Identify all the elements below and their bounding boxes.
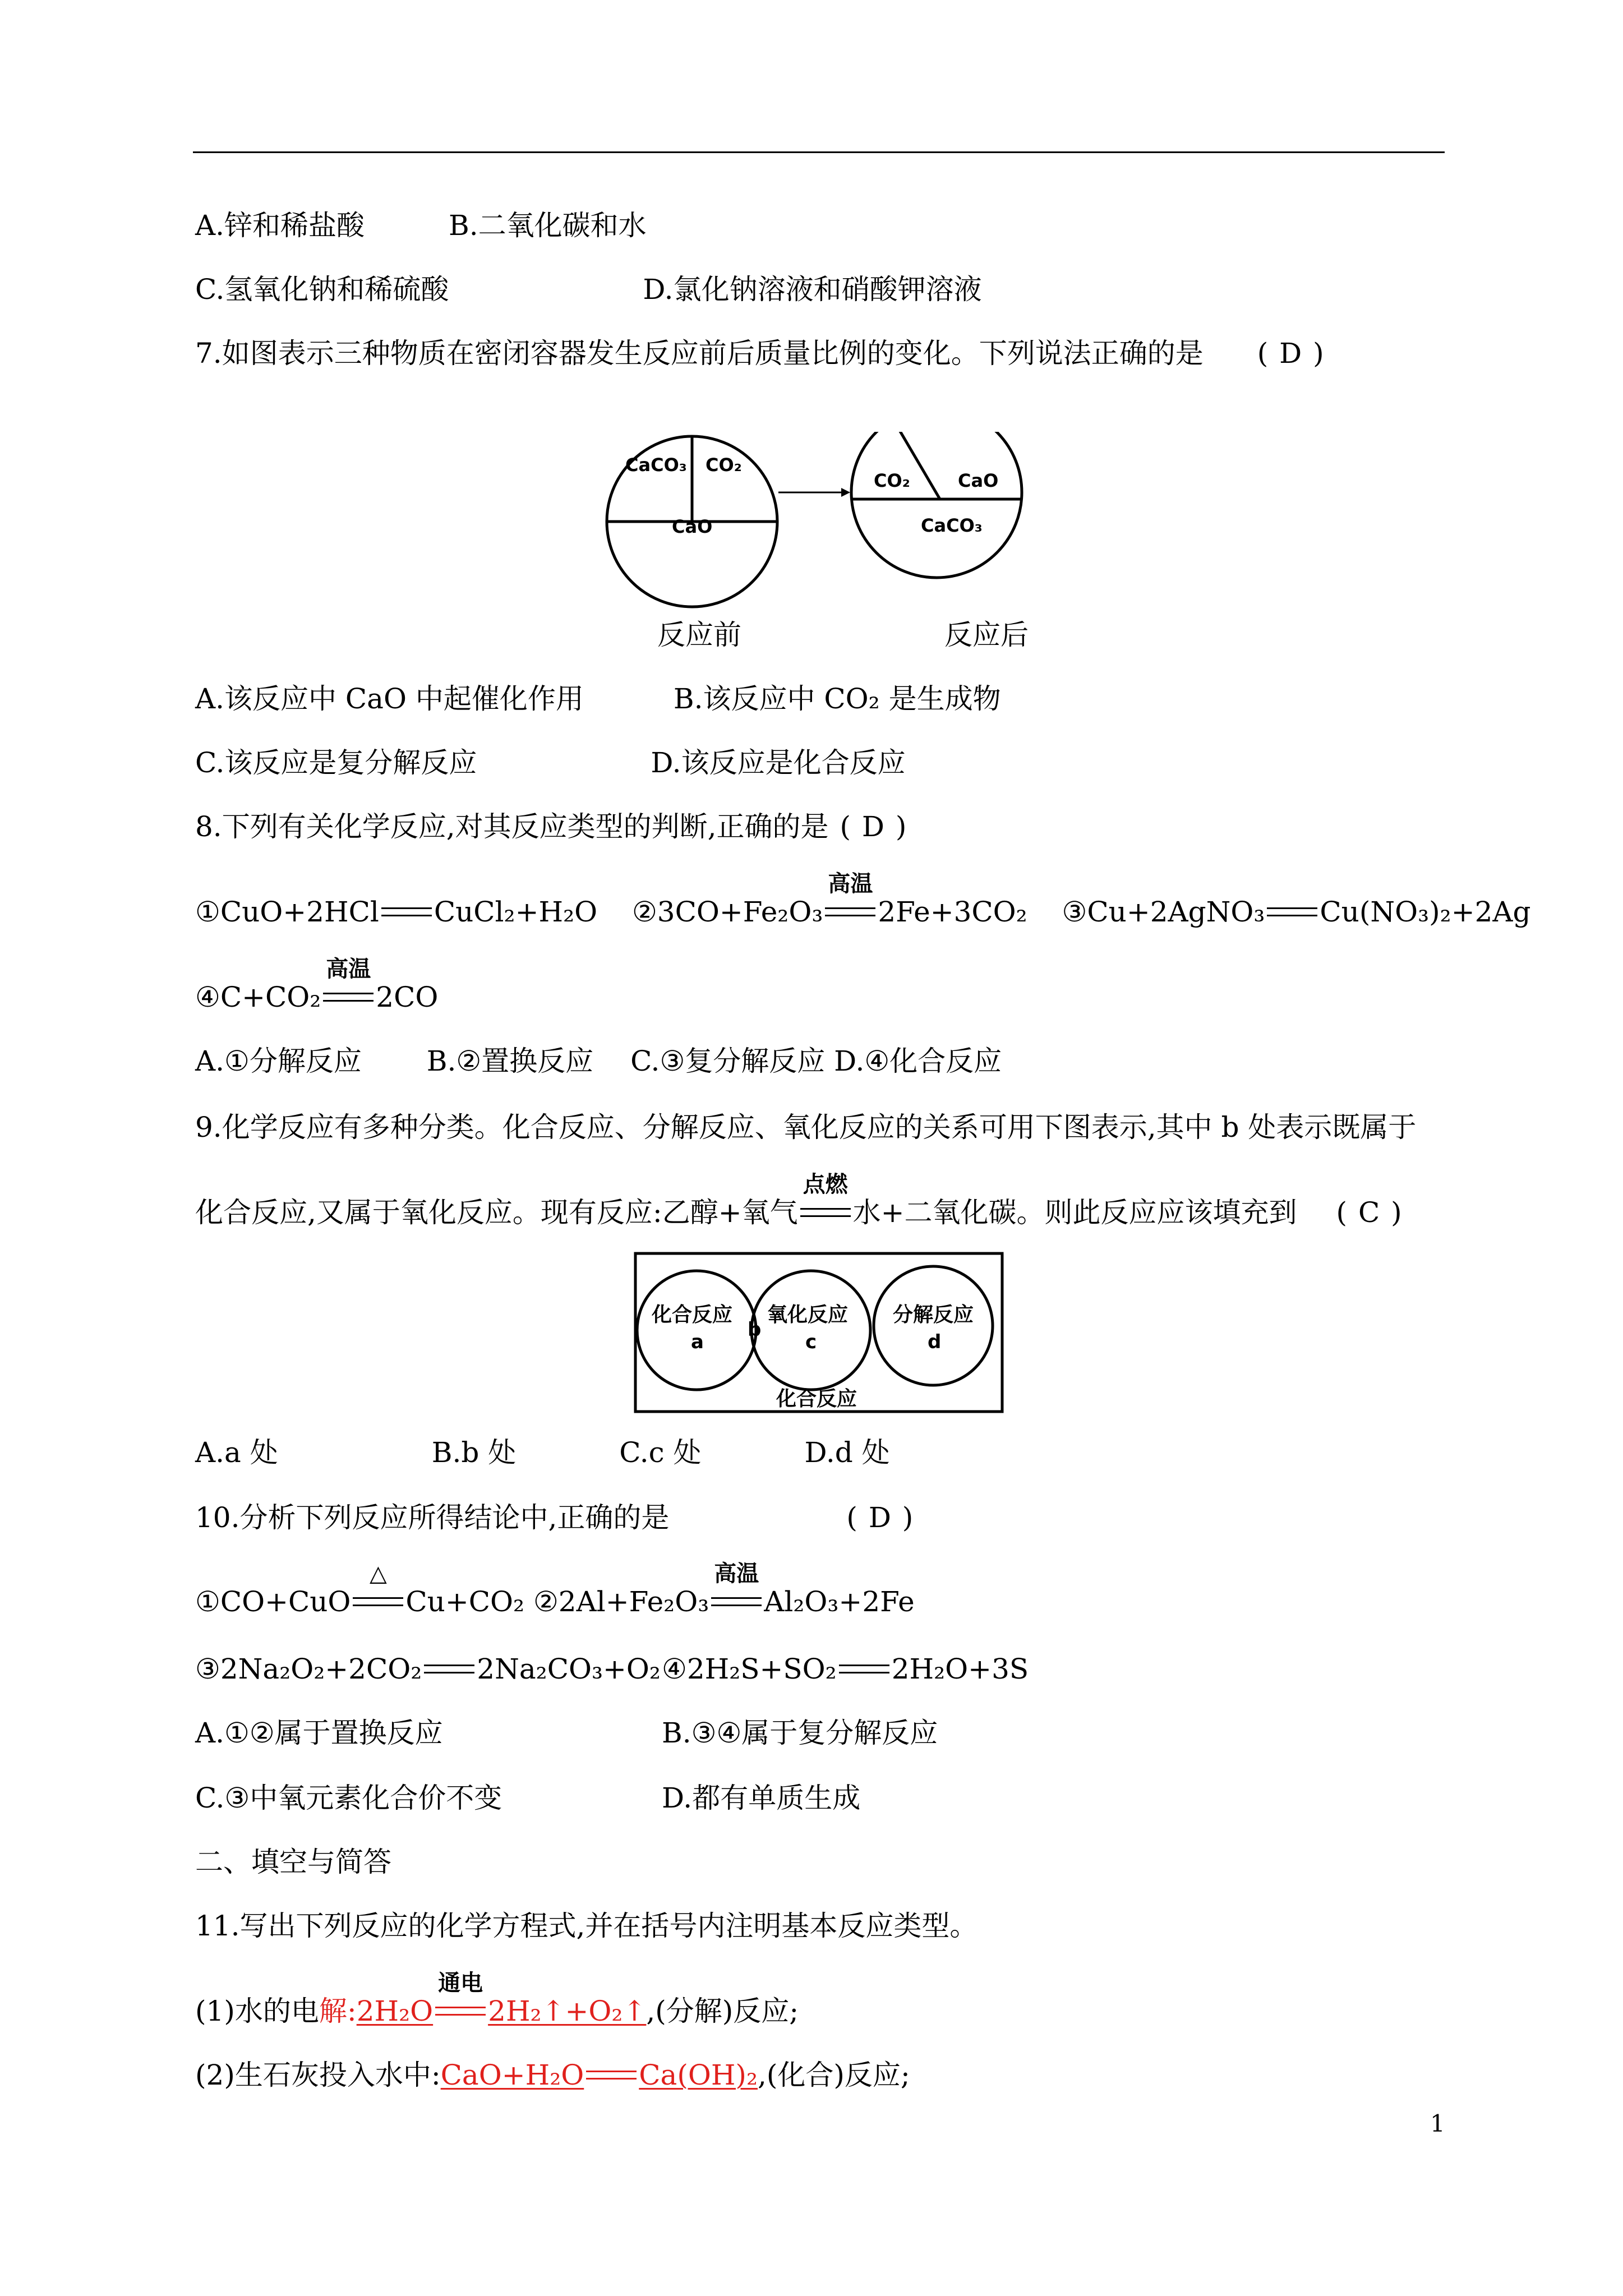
q11-part2 bbox=[195, 2058, 910, 2092]
venn-label-combination: 化合反应 bbox=[652, 1303, 733, 1326]
venn-circle-combination bbox=[637, 1271, 756, 1390]
q9-stem2-part2: 水+二氧化碳。则此反应应该填充到 bbox=[852, 1196, 1297, 1229]
q9-equals: 点燃 bbox=[798, 1196, 853, 1229]
q8-answer: ( D ) bbox=[840, 810, 908, 843]
q8-eq2-right: 2Fe+3CO₂ bbox=[878, 896, 1027, 928]
q10-eq4-right: 2H₂O+3S bbox=[891, 1653, 1029, 1685]
q9-option-d: D.d 处 bbox=[804, 1436, 890, 1469]
q9-option-c: C.c 处 bbox=[619, 1436, 702, 1469]
venn-box-label: 化合反应 bbox=[776, 1387, 857, 1410]
q11-part2-eq-right: Ca(OH)₂ bbox=[639, 2059, 758, 2091]
q10-eq3-left: ③2Na₂O₂+2CO₂ bbox=[195, 1653, 422, 1685]
q7-options-row2 bbox=[195, 746, 906, 780]
q8-eq2-left: ②3CO+Fe₂O₃ bbox=[631, 896, 823, 928]
q8-eq2-equals: 高温 bbox=[823, 895, 878, 929]
q9-options bbox=[195, 1436, 890, 1469]
q10-option-b: B.③④属于复分解反应 bbox=[662, 1717, 938, 1749]
q10-eq4-equals bbox=[837, 1652, 892, 1686]
q10-stem-line bbox=[195, 1501, 914, 1534]
caption-after: 反应后 bbox=[944, 619, 1029, 651]
q7-pie-diagram bbox=[594, 432, 1043, 623]
q11-part1-tail: ,(分解)反应; bbox=[646, 1995, 799, 2027]
pie-after-cao-label: CaO bbox=[958, 470, 999, 491]
q7-answer: ( D ) bbox=[1257, 337, 1325, 370]
venn-label-d: d bbox=[928, 1331, 942, 1353]
q11-part1-prefix: (1)水的电 bbox=[195, 1995, 319, 2027]
pie-before-caco3-label: CaCO₃ bbox=[625, 454, 687, 476]
q10-eq1-right: Cu+CO₂ bbox=[405, 1585, 525, 1618]
q7-stem-line bbox=[195, 336, 1325, 370]
q9-answer: ( C ) bbox=[1336, 1196, 1403, 1229]
pie-before-cao-label: CaO bbox=[672, 516, 713, 537]
pie-after bbox=[851, 432, 1022, 578]
q6-options-row2 bbox=[195, 273, 982, 306]
q8-eq4-equals: 高温 bbox=[321, 980, 376, 1014]
pie-after-caco3-label: CaCO₃ bbox=[921, 515, 983, 536]
q9-option-b: B.b 处 bbox=[431, 1436, 517, 1469]
q9-venn-diagram bbox=[634, 1252, 1009, 1420]
venn-label-c: c bbox=[805, 1331, 817, 1353]
q10-eq4-left: ④2H₂S+SO₂ bbox=[662, 1653, 837, 1685]
q8-options: A.①分解反应 B.②置换反应 C.③复分解反应 D.④化合反应 bbox=[195, 1045, 1002, 1077]
q6-option-a: A.锌和稀盐酸 bbox=[195, 209, 365, 242]
q10-eq1-left: ①CO+CuO bbox=[195, 1585, 351, 1618]
q10-eq3-right: 2Na₂CO₃+O₂ bbox=[477, 1653, 661, 1685]
q8-eq1-left: ①CuO+2HCl bbox=[195, 896, 379, 928]
q9-stem-line1: 9.化学反应有多种分类。化合反应、分解反应、氧化反应的关系可用下图表示,其中 b 处表示既属于 bbox=[195, 1111, 1417, 1144]
pie-before bbox=[607, 436, 777, 607]
q10-eq2-right: Al₂O₃+2Fe bbox=[764, 1585, 915, 1618]
q10-eq3-equals bbox=[422, 1652, 477, 1686]
q8-eq1-equals bbox=[379, 895, 434, 929]
q11-part1-eq-left: 2H₂O bbox=[356, 1995, 434, 2027]
q8-stem: 8.下列有关化学反应,对其反应类型的判断,正确的是 bbox=[195, 810, 829, 843]
q9-stem2-part1: 化合反应,又属于氧化反应。现有反应:乙醇+氧气 bbox=[195, 1196, 798, 1229]
q10-option-a: A.①②属于置换反应 bbox=[195, 1717, 443, 1749]
q10-answer: ( D ) bbox=[846, 1501, 915, 1534]
q8-stem-line bbox=[195, 810, 907, 843]
page-number: 1 bbox=[1430, 2110, 1445, 2137]
q7-options-row1 bbox=[195, 682, 1001, 716]
pie-before-co2-label: CO₂ bbox=[706, 454, 742, 476]
q10-option-c: C.③中氧元素化合价不变 bbox=[195, 1782, 502, 1814]
q8-eq4-left: ④C+CO₂ bbox=[195, 981, 321, 1013]
q10-equation-4 bbox=[662, 1652, 1029, 1686]
q7-option-d: D.该反应是化合反应 bbox=[651, 746, 906, 779]
q6-options-row1 bbox=[195, 209, 647, 242]
q8-eq3-left: ③Cu+2AgNO₃ bbox=[1062, 896, 1265, 928]
q11-part2-eq-left: CaO+H₂O bbox=[440, 2059, 584, 2091]
pie-after-co2-label: CO₂ bbox=[874, 470, 910, 491]
q10-option-d: D.都有单质生成 bbox=[662, 1782, 861, 1814]
q6-option-c: C.氢氧化钠和稀硫酸 bbox=[195, 273, 449, 306]
q7-option-a: A.该反应中 CaO 中起催化作用 bbox=[195, 683, 584, 715]
q10-eq2-left: ②2Al+Fe₂O₃ bbox=[533, 1585, 709, 1618]
q8-eq3-right: Cu(NO₃)₂+2Ag bbox=[1320, 896, 1531, 928]
q11-part2-tail: ,(化合)反应; bbox=[757, 2059, 910, 2091]
venn-circle-oxidation bbox=[751, 1271, 870, 1390]
q11-part1-red-prefix: 解: bbox=[319, 1995, 357, 2027]
q11-part1-equals: 通电 bbox=[433, 1994, 488, 2028]
q10-eq2-equals: 高温 bbox=[709, 1585, 764, 1619]
venn-label-decomposition: 分解反应 bbox=[893, 1303, 974, 1326]
q11-part1 bbox=[195, 1970, 799, 2028]
q8-equations-row2 bbox=[195, 956, 439, 1014]
q11-part2-prefix: (2)生石灰投入水中: bbox=[195, 2059, 441, 2091]
caption-before: 反应前 bbox=[657, 619, 741, 651]
q10-stem: 10.分析下列反应所得结论中,正确的是 bbox=[195, 1501, 670, 1534]
q9-option-a: A.a 处 bbox=[195, 1436, 278, 1469]
section-2-heading: 二、填空与简答 bbox=[195, 1846, 391, 1878]
q11-part1-eq-right: 2H₂↑+O₂↑ bbox=[488, 1995, 647, 2027]
q10-equations-row2 bbox=[195, 1652, 661, 1686]
venn-label-b: b bbox=[748, 1318, 762, 1341]
q7-stem: 7.如图表示三种物质在密闭容器发生反应前后质量比例的变化。下列说法正确的是 bbox=[195, 337, 1204, 370]
reaction-arrow-head bbox=[841, 488, 850, 497]
venn-label-a: a bbox=[691, 1331, 704, 1353]
q7-option-b: B.该反应中 CO₂ 是生成物 bbox=[673, 683, 1001, 715]
q10-eq1-equals: △ bbox=[351, 1585, 405, 1619]
header-rule bbox=[193, 151, 1445, 153]
q8-equations-row1 bbox=[195, 871, 1531, 929]
q10-equations-row1 bbox=[195, 1561, 915, 1619]
q9-stem-line2 bbox=[195, 1172, 1403, 1229]
q6-option-d: D.氯化钠溶液和硝酸钾溶液 bbox=[643, 273, 982, 306]
q11-stem: 11.写出下列反应的化学方程式,并在括号内注明基本反应类型。 bbox=[195, 1910, 978, 1942]
q8-eq1-right: CuCl₂+H₂O bbox=[434, 896, 598, 928]
q11-part2-equals bbox=[584, 2058, 639, 2092]
q7-option-c: C.该反应是复分解反应 bbox=[195, 746, 477, 779]
q8-eq4-right: 2CO bbox=[376, 981, 439, 1013]
q6-option-b: B.二氧化碳和水 bbox=[449, 209, 647, 242]
venn-label-oxidation: 氧化反应 bbox=[767, 1303, 849, 1326]
q8-eq3-equals bbox=[1265, 895, 1320, 929]
